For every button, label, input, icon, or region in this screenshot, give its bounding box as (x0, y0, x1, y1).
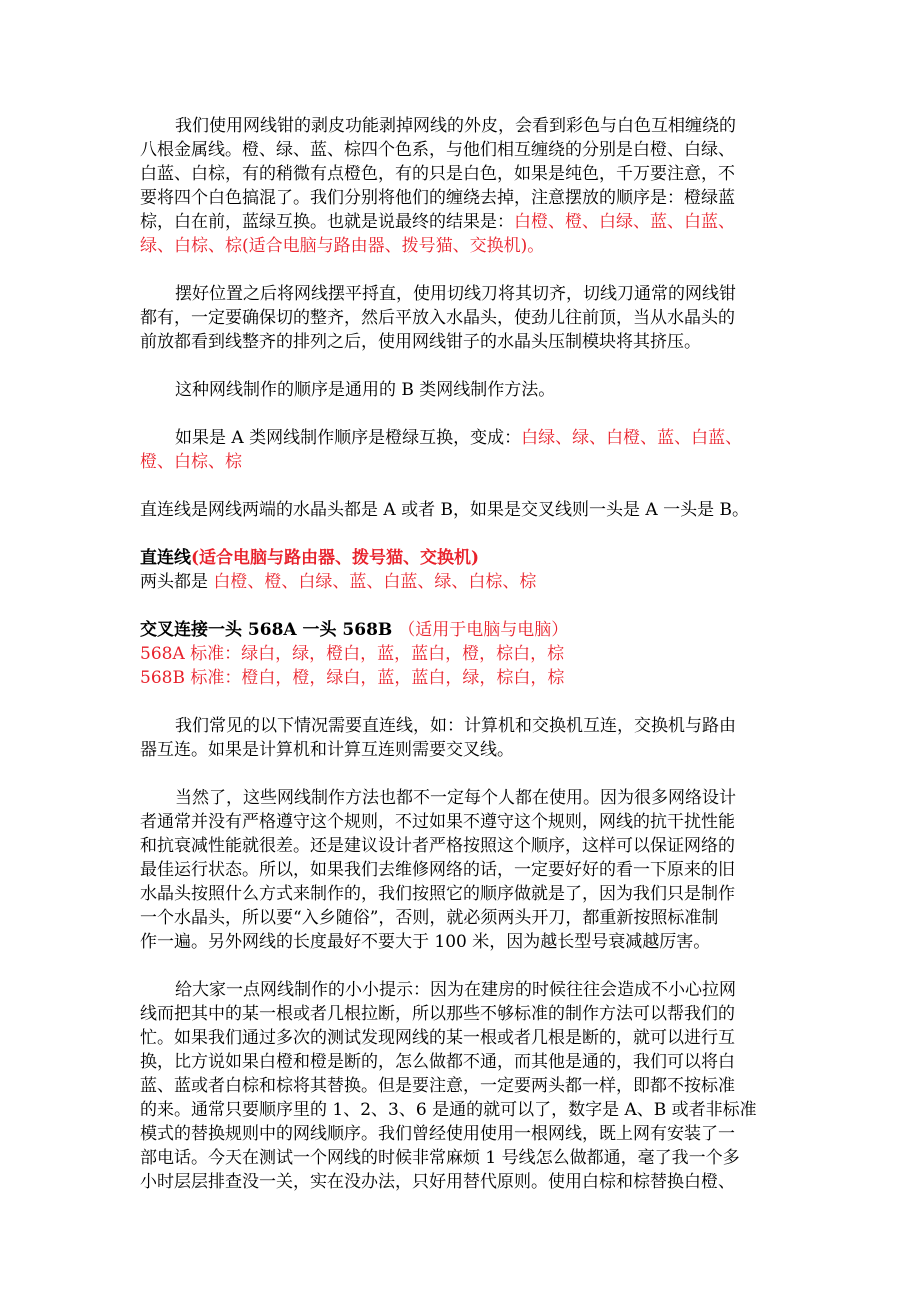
text-line: 换，比方说如果白橙和橙是断的，怎么做都不通，而其他是通的，我们可以将白 (140, 1052, 735, 1072)
text-line: 和抗衰减性能就很差。还是建议设计者严格按照这个顺序，这样可以保证网络的 (140, 836, 735, 856)
text-line: 棕，白在前，蓝绿互换。也就是说最终的结果是：白橙、橙、白绿、蓝、白蓝、 (140, 212, 735, 232)
order-highlight: 白橙、橙、白绿、蓝、白蓝、 (514, 212, 735, 232)
text-line: 如果是 A 类网线制作顺序是橙绿互换，变成：白绿、绿、白橙、蓝、白蓝、 (175, 428, 743, 448)
text-line: 当然了，这些网线制作方法也都不一定每个人都在使用。因为很多网络设计 (175, 788, 736, 808)
text-line: 摆好位置之后将网线摆平捋直，使用切线刀将其切齐，切线刀通常的网线钳 (175, 284, 736, 304)
paragraph-3: 这种网线制作的顺序是通用的 B 类网线制作方法。 (175, 380, 556, 400)
text-line: 一个水晶头，所以要“入乡随俗”，否则，就必须两头开刀，都重新按照标准制 (140, 908, 719, 928)
paragraph-5: 直连线是网线两端的水晶头都是 A 或者 B，如果是交叉线则一头是 A 一头是 B。 (140, 500, 749, 520)
text-line: 线而把其中的某一根或者几根拉断，所以那些不够标准的制作方法可以帮我们的 (140, 1004, 735, 1024)
text-line: 忙。如果我们通过多次的测试发现网线的某一根或者几根是断的，就可以进行互 (140, 1028, 735, 1048)
section-heading: 交叉连接一头 568A 一头 568B （适用于电脑与电脑） (140, 620, 569, 640)
text-line: 部电话。今天在测试一个网线的时候非常麻烦 1 号线怎么做都通，毫了我一个多 (140, 1148, 740, 1168)
standard-568a: 568A 标准：绿白，绿，橙白，蓝，蓝白，橙，棕白，棕 (140, 644, 565, 664)
text-line: 者通常并没有严格遵守这个规则，不过如果不遵守这个规则，网线的抗干扰性能 (140, 812, 735, 832)
text-line: 作一遍。另外网线的长度最好不要大于 100 米，因为越长型号衰减越厉害。 (140, 932, 711, 952)
text-line: 器互连。如果是计算机和计算互连则需要交叉线。 (140, 740, 514, 760)
text-line: 我们使用网线钳的剥皮功能剥掉网线的外皮，会看到彩色与白色互相缠绕的 (175, 116, 736, 136)
text-line: 水晶头按照什么方式来制作的，我们按照它的顺序做就是了，因为我们只是制作 (140, 884, 735, 904)
text-line: 模式的替换规则中的网线顺序。我们曾经使用使用一根网线，既上网有安装了一 (140, 1124, 735, 1144)
text-line: 蓝、蓝或者白棕和棕将其替换。但是要注意，一定要两头都一样，即都不按标准 (140, 1076, 735, 1096)
text-line: 要将四个白色搞混了。我们分别将他们的缠绕去掉，注意摆放的顺序是：橙绿蓝 (140, 188, 735, 208)
text-line: 前放都看到线整齐的排列之后，使用网线钳子的水晶头压制模块将其挤压。 (140, 332, 701, 352)
text-line: 小时层层排查没一关，实在没办法，只好用替代原则。使用白棕和棕替换白橙、 (140, 1172, 735, 1192)
text-line: 都有，一定要确保切的整齐，然后平放入水晶头，使劲儿往前顶，当从水晶头的 (140, 308, 735, 328)
text-line: 我们常见的以下情况需要直连线，如：计算机和交换机互连，交换机与路由 (175, 716, 736, 736)
text-line: 两头都是 白橙、橙、白绿、蓝、白蓝、绿、白棕、棕 (140, 572, 537, 592)
text-line: 的来。通常只要顺序里的 1、2、3、6 是通的就可以了，数字是 A、B 或者非标准 (140, 1100, 757, 1120)
text-line: 给大家一点网线制作的小小提示：因为在建房的时候往往会造成不小心拉网 (175, 980, 736, 1000)
text-line: 橙、白棕、棕 (140, 452, 242, 472)
standard-568b: 568B 标准：橙白，橙，绿白，蓝，蓝白，绿，棕白，棕 (140, 668, 565, 688)
text-line: 白蓝、白棕，有的稍微有点橙色，有的只是白色，如果是纯色，千万要注意，不 (140, 164, 735, 184)
text-line: 绿、白棕、棕(适合电脑与路由器、拨号猫、交换机)。 (140, 236, 545, 256)
text-line: 最佳运行状态。所以，如果我们去维修网络的话，一定要好好的看一下原来的旧 (140, 860, 735, 880)
text-line: 八根金属线。橙、绿、蓝、棕四个色系，与他们相互缠绕的分别是白橙、白绿、 (140, 140, 735, 160)
section-heading: 直连线(适合电脑与路由器、拨号猫、交换机) (140, 548, 480, 568)
